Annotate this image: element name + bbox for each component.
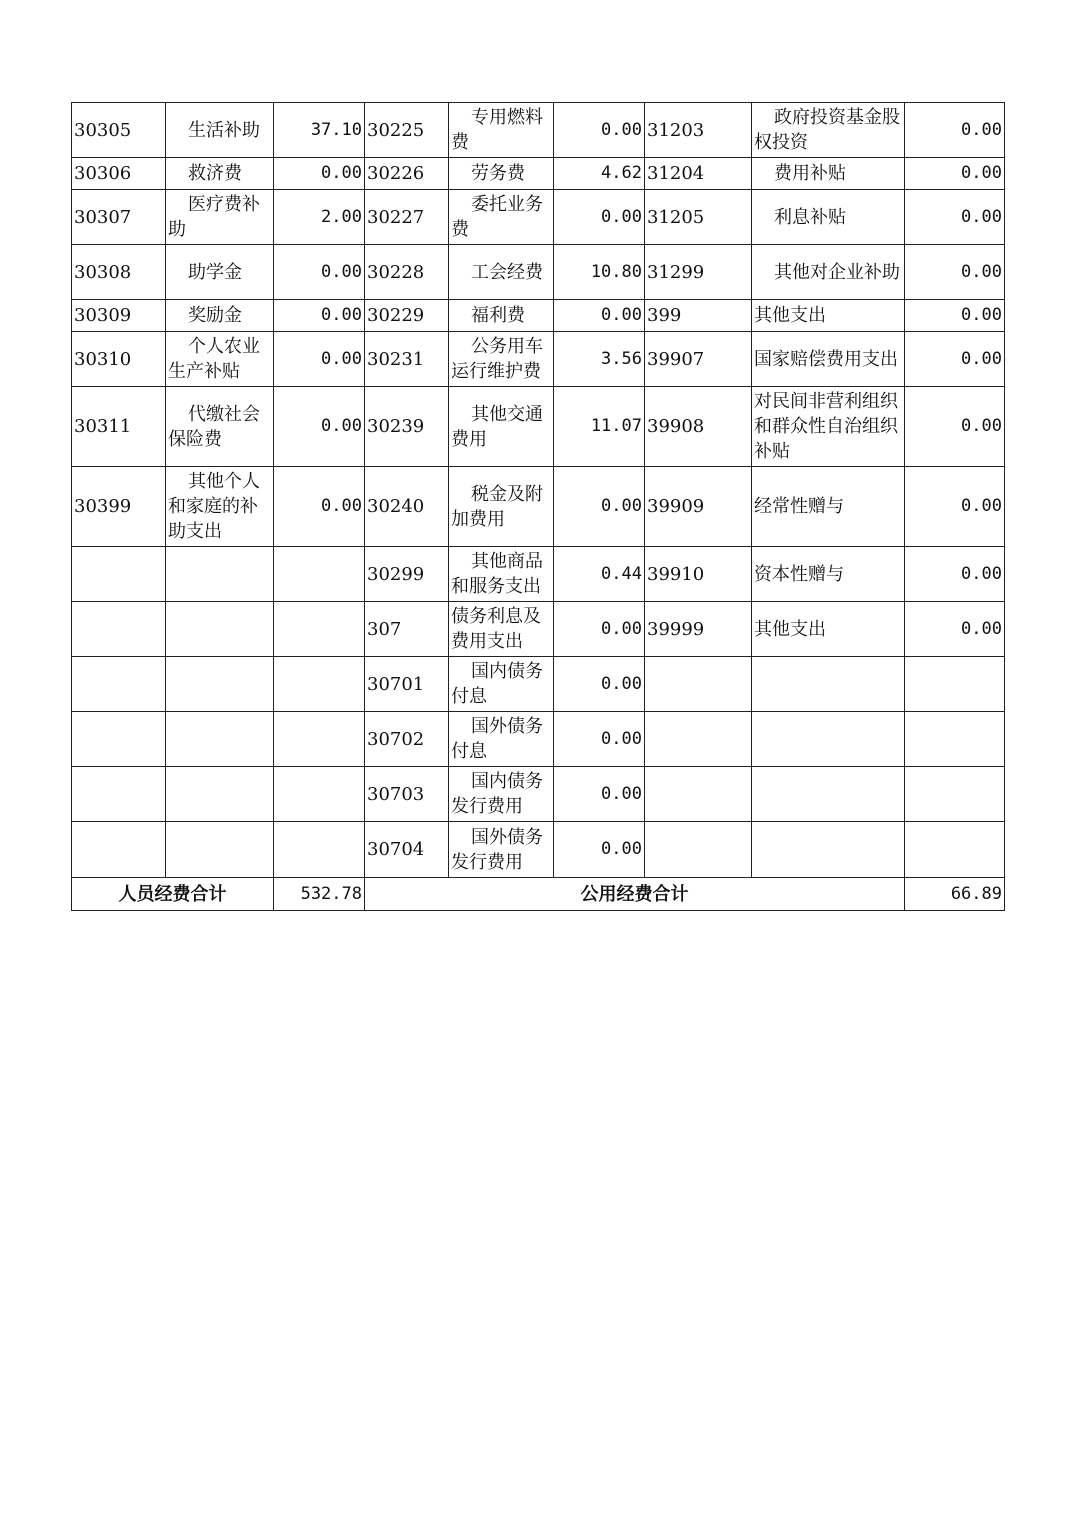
code-cell: 30311	[72, 387, 166, 467]
table-row	[72, 602, 1005, 657]
code-cell	[72, 767, 166, 822]
code-cell: 30226	[365, 158, 449, 190]
code-cell: 39909	[645, 467, 752, 547]
table-row	[72, 767, 1005, 822]
code-cell: 30704	[365, 822, 449, 878]
code-cell: 31299	[645, 245, 752, 300]
amount-cell	[905, 767, 1005, 822]
amount-cell: 0.00	[274, 245, 365, 300]
code-cell	[72, 602, 166, 657]
amount-cell	[274, 547, 365, 602]
code-cell: 30225	[365, 103, 449, 158]
amount-cell: 0.00	[905, 158, 1005, 190]
code-cell: 30306	[72, 158, 166, 190]
name-cell: 税金及附加费用	[449, 467, 554, 547]
name-cell	[166, 822, 274, 878]
table-row	[72, 657, 1005, 712]
code-cell: 30703	[365, 767, 449, 822]
code-cell: 30309	[72, 300, 166, 332]
name-cell: 政府投资基金股权投资	[752, 103, 905, 158]
name-cell	[166, 602, 274, 657]
amount-cell: 0.00	[905, 332, 1005, 387]
name-cell: 公务用车运行维护费	[449, 332, 554, 387]
amount-cell: 0.00	[274, 387, 365, 467]
name-cell: 生活补助	[166, 103, 274, 158]
table-row	[72, 190, 1005, 245]
code-cell: 30231	[365, 332, 449, 387]
code-cell: 30305	[72, 103, 166, 158]
amount-cell: 0.00	[554, 712, 645, 767]
amount-cell: 0.00	[905, 190, 1005, 245]
amount-cell: 0.00	[554, 300, 645, 332]
code-cell: 39907	[645, 332, 752, 387]
table-row	[72, 712, 1005, 767]
amount-cell	[905, 712, 1005, 767]
public-total-value: 66.89	[905, 878, 1005, 911]
amount-cell	[274, 822, 365, 878]
table-row	[72, 332, 1005, 387]
code-cell: 30307	[72, 190, 166, 245]
code-cell	[645, 767, 752, 822]
code-cell: 30399	[72, 467, 166, 547]
name-cell: 助学金	[166, 245, 274, 300]
name-cell: 经常性赠与	[752, 467, 905, 547]
name-cell: 费用补贴	[752, 158, 905, 190]
name-cell: 其他交通费用	[449, 387, 554, 467]
amount-cell	[905, 657, 1005, 712]
code-cell: 30702	[365, 712, 449, 767]
name-cell: 国外债务付息	[449, 712, 554, 767]
amount-cell: 0.00	[905, 467, 1005, 547]
amount-cell: 0.00	[554, 467, 645, 547]
name-cell: 其他支出	[752, 602, 905, 657]
amount-cell: 10.80	[554, 245, 645, 300]
name-cell: 代缴社会保险费	[166, 387, 274, 467]
name-cell: 劳务费	[449, 158, 554, 190]
name-cell	[752, 767, 905, 822]
name-cell: 奖励金	[166, 300, 274, 332]
amount-cell: 0.00	[554, 103, 645, 158]
amount-cell: 0.00	[554, 822, 645, 878]
table-row	[72, 158, 1005, 190]
name-cell: 其他对企业补助	[752, 245, 905, 300]
code-cell: 30229	[365, 300, 449, 332]
public-total-label: 公用经费合计	[365, 878, 905, 911]
name-cell	[752, 822, 905, 878]
table-row	[72, 300, 1005, 332]
code-cell: 31203	[645, 103, 752, 158]
amount-cell: 3.56	[554, 332, 645, 387]
table-row	[72, 387, 1005, 467]
amount-cell	[274, 712, 365, 767]
code-cell: 31205	[645, 190, 752, 245]
amount-cell	[905, 822, 1005, 878]
name-cell: 利息补贴	[752, 190, 905, 245]
name-cell	[752, 657, 905, 712]
amount-cell: 0.00	[274, 300, 365, 332]
code-cell	[645, 822, 752, 878]
name-cell: 国外债务发行费用	[449, 822, 554, 878]
code-cell: 30299	[365, 547, 449, 602]
amount-cell: 0.00	[905, 245, 1005, 300]
table-row	[72, 547, 1005, 602]
code-cell: 30310	[72, 332, 166, 387]
amount-cell: 37.10	[274, 103, 365, 158]
code-cell	[645, 657, 752, 712]
amount-cell: 0.00	[905, 547, 1005, 602]
name-cell: 个人农业生产补贴	[166, 332, 274, 387]
amount-cell: 0.00	[274, 158, 365, 190]
name-cell: 其他支出	[752, 300, 905, 332]
name-cell: 专用燃料费	[449, 103, 554, 158]
amount-cell: 0.00	[274, 467, 365, 547]
name-cell: 其他个人和家庭的补助支出	[166, 467, 274, 547]
code-cell	[72, 547, 166, 602]
code-cell	[72, 712, 166, 767]
name-cell	[166, 547, 274, 602]
code-cell: 30227	[365, 190, 449, 245]
amount-cell	[274, 767, 365, 822]
name-cell	[166, 767, 274, 822]
amount-cell: 0.44	[554, 547, 645, 602]
code-cell: 307	[365, 602, 449, 657]
name-cell: 其他商品和服务支出	[449, 547, 554, 602]
code-cell: 30228	[365, 245, 449, 300]
name-cell: 福利费	[449, 300, 554, 332]
amount-cell: 0.00	[905, 602, 1005, 657]
name-cell: 国家赔偿费用支出	[752, 332, 905, 387]
table-row	[72, 467, 1005, 547]
amount-cell: 0.00	[554, 767, 645, 822]
code-cell	[72, 822, 166, 878]
name-cell: 债务利息及费用支出	[449, 602, 554, 657]
name-cell	[166, 657, 274, 712]
amount-cell: 0.00	[905, 103, 1005, 158]
code-cell: 39908	[645, 387, 752, 467]
code-cell	[72, 657, 166, 712]
code-cell: 31204	[645, 158, 752, 190]
personnel-total-label: 人员经费合计	[72, 878, 274, 911]
amount-cell: 11.07	[554, 387, 645, 467]
code-cell: 30240	[365, 467, 449, 547]
code-cell: 30701	[365, 657, 449, 712]
code-cell: 39910	[645, 547, 752, 602]
name-cell: 医疗费补助	[166, 190, 274, 245]
amount-cell: 0.00	[554, 657, 645, 712]
name-cell	[752, 712, 905, 767]
code-cell: 39999	[645, 602, 752, 657]
table-row	[72, 245, 1005, 300]
table-row	[72, 822, 1005, 878]
budget-table	[71, 102, 1005, 911]
code-cell	[645, 712, 752, 767]
name-cell: 国内债务发行费用	[449, 767, 554, 822]
personnel-total-value: 532.78	[274, 878, 365, 911]
amount-cell: 0.00	[274, 332, 365, 387]
name-cell: 委托业务费	[449, 190, 554, 245]
name-cell: 资本性赠与	[752, 547, 905, 602]
name-cell: 对民间非营利组织和群众性自治组织补贴	[752, 387, 905, 467]
name-cell: 救济费	[166, 158, 274, 190]
name-cell: 国内债务付息	[449, 657, 554, 712]
name-cell	[166, 712, 274, 767]
table-row	[72, 103, 1005, 158]
amount-cell	[274, 657, 365, 712]
amount-cell	[274, 602, 365, 657]
totals-row	[72, 878, 1005, 911]
amount-cell: 0.00	[905, 387, 1005, 467]
code-cell: 30308	[72, 245, 166, 300]
amount-cell: 0.00	[554, 190, 645, 245]
code-cell: 399	[645, 300, 752, 332]
amount-cell: 0.00	[905, 300, 1005, 332]
amount-cell: 4.62	[554, 158, 645, 190]
code-cell: 30239	[365, 387, 449, 467]
amount-cell: 0.00	[554, 602, 645, 657]
amount-cell: 2.00	[274, 190, 365, 245]
name-cell: 工会经费	[449, 245, 554, 300]
